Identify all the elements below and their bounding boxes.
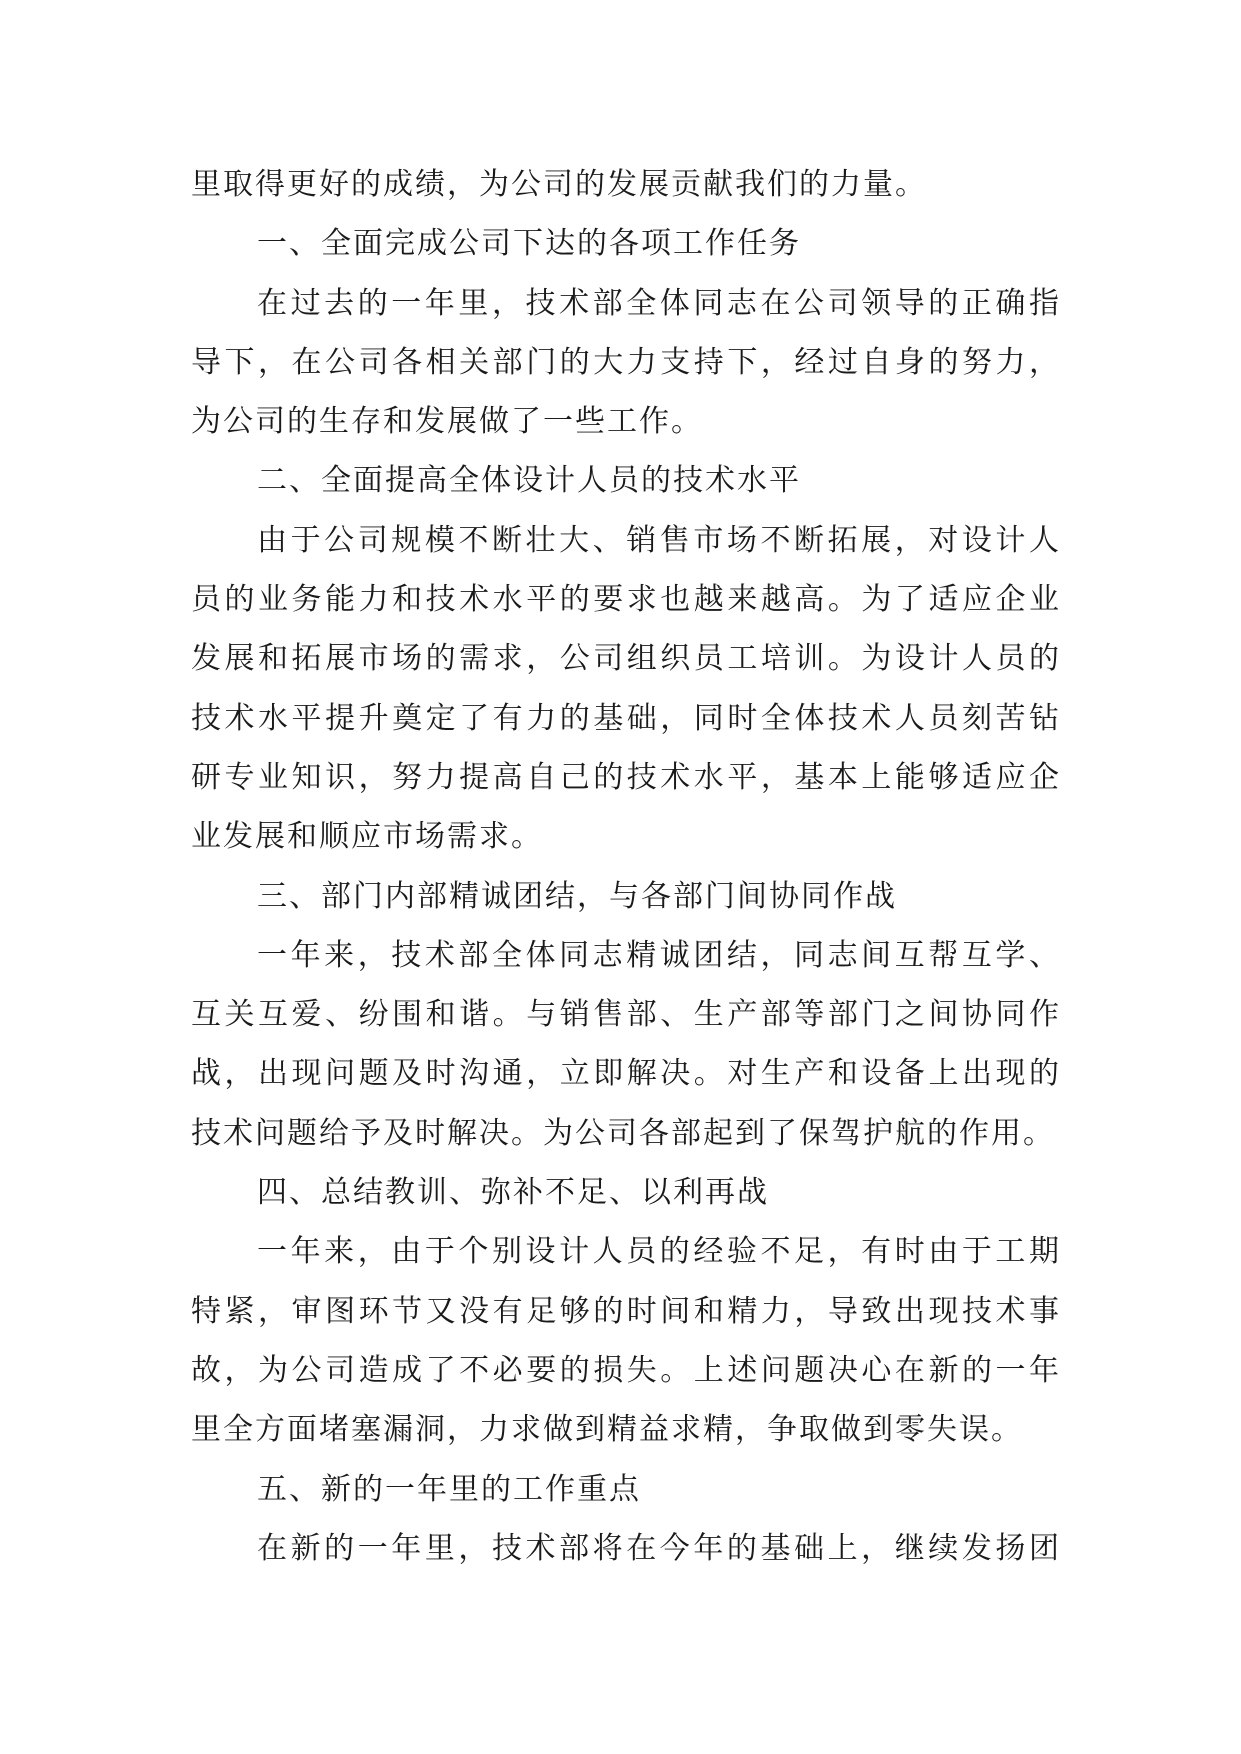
document-body: [191, 155, 1061, 1578]
text-line: 四、总结教训、弥补不足、以利再战: [257, 1175, 769, 1211]
text-line: 发展和拓展市场的需求，公司组织员工培训。为设计人员的: [191, 641, 1061, 677]
text-line: 技术问题给予及时解决。为公司各部起到了保驾护航的作用。: [191, 1115, 1055, 1151]
text-line: 一、全面完成公司下达的各项工作任务: [257, 226, 801, 262]
text-line: 里全方面堵塞漏洞，力求做到精益求精，争取做到零失误。: [191, 1412, 1023, 1448]
text-line: 二、全面提高全体设计人员的技术水平: [257, 463, 801, 499]
text-line: 由于公司规模不断壮大、销售市场不断拓展，对设计人: [257, 522, 1061, 558]
text-line: 特紧，审图环节又没有足够的时间和精力，导致出现技术事: [191, 1293, 1061, 1329]
text-line: 战，出现问题及时沟通，立即解决。对生产和设备上出现的: [191, 1056, 1061, 1092]
text-line: 一年来，由于个别设计人员的经验不足，有时由于工期: [257, 1234, 1061, 1270]
text-line: 故，为公司造成了不必要的损失。上述问题决心在新的一年: [191, 1352, 1061, 1388]
text-line: 一年来，技术部全体同志精诚团结，同志间互帮互学、: [257, 937, 1061, 973]
text-line: 导下，在公司各相关部门的大力支持下，经过自身的努力，: [191, 344, 1061, 380]
text-line: 员的业务能力和技术水平的要求也越来越高。为了适应企业: [191, 582, 1061, 618]
text-line: 研专业知识，努力提高自己的技术水平，基本上能够适应企: [191, 759, 1061, 795]
text-line: 在新的一年里，技术部将在今年的基础上，继续发扬团: [257, 1530, 1061, 1566]
text-line: 在过去的一年里，技术部全体同志在公司领导的正确指: [257, 285, 1061, 321]
text-line: 为公司的生存和发展做了一些工作。: [191, 404, 703, 440]
text-line: 技术水平提升奠定了有力的基础，同时全体技术人员刻苦钻: [191, 700, 1061, 736]
text-line: 五、新的一年里的工作重点: [257, 1471, 641, 1507]
text-line: 里取得更好的成绩，为公司的发展贡献我们的力量。: [191, 167, 927, 202]
text-line: 三、部门内部精诚团结，与各部门间协同作战: [257, 878, 897, 914]
text-line: 业发展和顺应市场需求。: [191, 819, 543, 855]
text-line: 互关互爱、纷围和谐。与销售部、生产部等部门之间协同作: [191, 997, 1061, 1033]
